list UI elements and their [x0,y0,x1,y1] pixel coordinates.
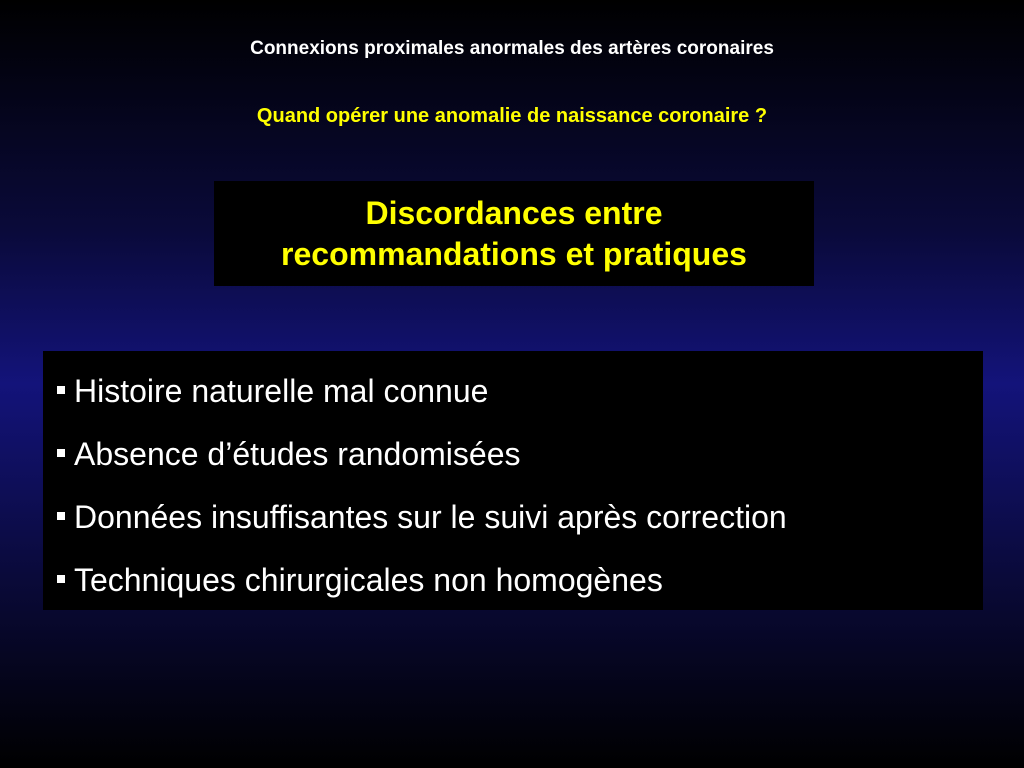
highlight-line-1: Discordances entre [365,195,663,231]
slide-subtitle: Quand opérer une anomalie de naissance coronaire ? [256,105,768,127]
square-bullet-icon [57,449,65,457]
slide-title: Connexions proximales anormales des artères coronaires [250,38,774,59]
bullet-item [57,558,983,621]
square-bullet-icon [57,512,65,520]
bullet-item [57,369,983,432]
highlight-line-2: recommandations et pratiques [281,236,747,272]
bullet-text: Absence d’études randomisées [74,436,521,472]
highlight-box [214,181,814,286]
bullet-text: Histoire naturelle mal connue [74,373,489,409]
bullet-item [57,432,983,495]
bullet-item [57,495,983,558]
square-bullet-icon [57,575,65,583]
bullet-list [43,351,983,610]
square-bullet-icon [57,386,65,394]
bullet-text: Techniques chirurgicales non homogènes [74,562,663,598]
bullet-text: Données insuffisantes sur le suivi après correction [74,499,787,535]
